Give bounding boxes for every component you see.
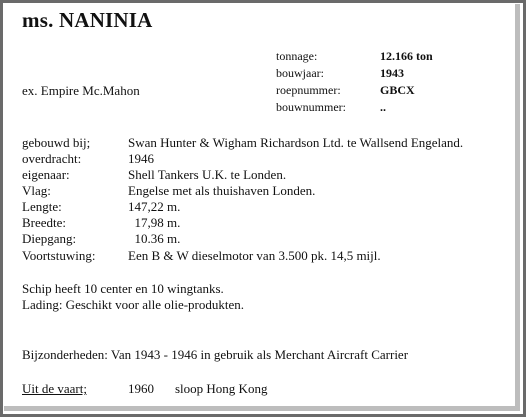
detail-label-builder: gebouwd bij; [22, 135, 91, 150]
detail-value-transfer: 1946 [128, 151, 154, 166]
spec-label-bouwjaar: bouwjaar: [276, 66, 324, 80]
detail-value-beam: 17,98 m. [128, 215, 181, 230]
detail-value-builder: Swan Hunter & Wigham Richardson Ltd. te Wallsend Engeland. [128, 135, 464, 150]
spec-label-bouwnummer: bouwnummer: [276, 100, 346, 114]
decommission-fate: sloop Hong Kong [175, 381, 268, 396]
ship-title: ms. NANINIA [22, 8, 153, 32]
spec-label-roepnummer: roepnummer: [276, 83, 341, 97]
detail-label-length: Lengte: [22, 199, 62, 214]
spec-value-roepnummer: GBCX [380, 83, 415, 97]
detail-label-draft: Diepgang: [22, 231, 77, 246]
detail-value-owner: Shell Tankers U.K. te Londen. [128, 167, 287, 182]
detail-value-flag: Engelse met als thuishaven Londen. [128, 183, 316, 198]
spec-label-tonnage: tonnage: [276, 49, 318, 63]
detail-label-propulsion: Voortstuwing: [22, 248, 96, 263]
detail-value-propulsion: Een B & W dieselmotor van 3.500 pk. 14,5 mijl. [128, 248, 381, 263]
note-tanks: Schip heeft 10 center en 10 wingtanks. [22, 281, 224, 296]
ex-name: ex. Empire Mc.Mahon [22, 83, 140, 98]
spec-value-bouwjaar: 1943 [380, 66, 404, 80]
detail-value-draft: 10.36 m. [128, 231, 181, 246]
note-cargo: Lading: Geschikt voor alle olie-produkten. [22, 297, 245, 312]
detail-label-transfer: overdracht: [22, 151, 82, 166]
detail-label-owner: eigenaar: [22, 167, 70, 182]
detail-label-beam: Breedte: [22, 215, 67, 230]
special-note: Bijzonderheden: Van 1943 - 1946 in gebruik als Merchant Aircraft Carrier [22, 347, 409, 362]
detail-label-flag: Vlag: [22, 183, 51, 198]
decommission-label: Uit de vaart; [22, 381, 87, 396]
spec-value-tonnage: 12.166 ton [380, 49, 433, 63]
decommission-year: 1960 [128, 381, 154, 396]
spec-value-bouwnummer: .. [380, 100, 386, 114]
detail-value-length: 147,22 m. [128, 199, 181, 214]
